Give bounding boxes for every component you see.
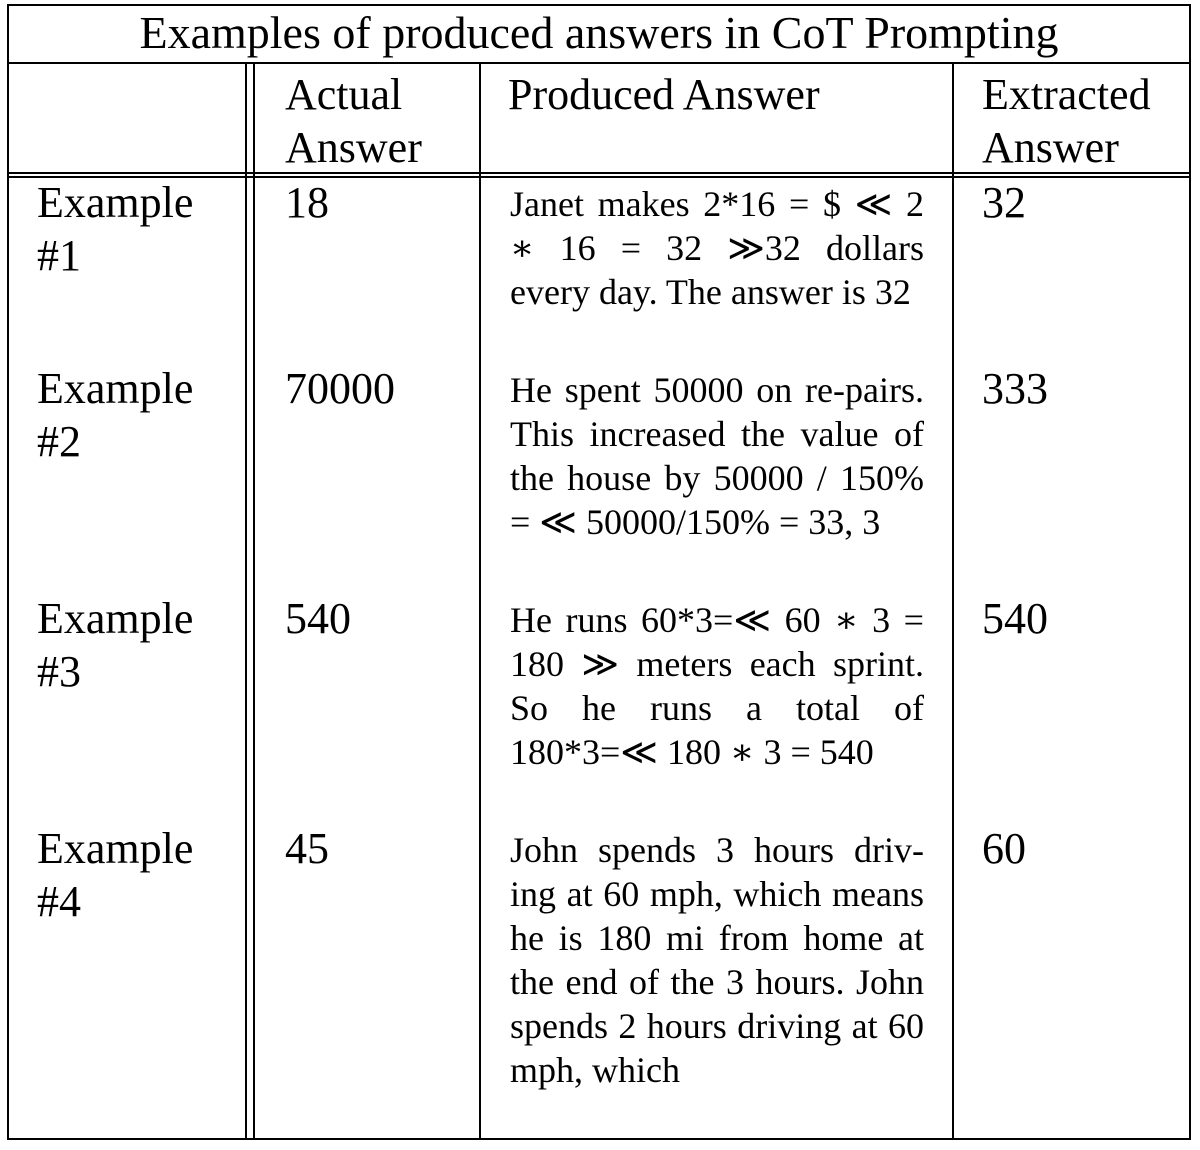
column-divider-double-right: [253, 64, 255, 1138]
actual-answer-cell: 45: [285, 824, 329, 873]
header-text: Produced Answer: [508, 70, 820, 119]
header-text: Extracted: [982, 70, 1151, 119]
extracted-answer-cell: 60: [982, 824, 1026, 873]
header-produced-answer: [508, 68, 948, 121]
column-divider-double-left: [245, 64, 247, 1138]
actual-answer-cell: 18: [285, 178, 329, 227]
actual-answer-cell: 70000: [285, 364, 395, 413]
row-label: [37, 822, 242, 928]
produced-answer-cell: John spends 3 hours driv-ing at 60 mph, which means he is 180 mi from home at the end of the 3 hours. John spends 2 hours driving at 60 mph, which: [510, 830, 924, 1090]
row-label-text: #3: [37, 647, 81, 696]
column-divider: [479, 64, 481, 1138]
produced-answer-cell: He spent 50000 on re-pairs. This increased the value of the house by 50000 / 150% = ≪ 50000/150% = 33, 3: [510, 370, 924, 542]
column-divider: [952, 64, 954, 1138]
row-label-text: Example: [37, 178, 194, 227]
results-table: [7, 4, 1191, 1140]
extracted-answer-cell: 32: [982, 178, 1026, 227]
header-text: Actual: [285, 70, 403, 119]
row-label-text: Example: [37, 364, 194, 413]
actual-answer-cell: 540: [285, 594, 351, 643]
row-label: [37, 176, 242, 282]
row-label-text: Example: [37, 824, 194, 873]
extracted-answer-cell: 333: [982, 364, 1048, 413]
header-text: Answer: [285, 123, 422, 172]
produced-answer-cell: Janet makes 2*16 = $ ≪ 2 ∗ 16 = 32 ≫32 dollars every day. The answer is 32: [510, 184, 924, 312]
header-actual-answer: [285, 68, 475, 174]
table-caption: Examples of produced answers in CoT Prompting: [9, 6, 1189, 64]
produced-answer-cell: He runs 60*3=≪ 60 ∗ 3 = 180 ≫ meters each sprint. So he runs a total of 180*3=≪ 180 ∗ 3 = 540: [510, 600, 924, 772]
row-label-text: #2: [37, 417, 81, 466]
header-extracted-answer: [982, 68, 1187, 174]
row-label: [37, 362, 242, 468]
extracted-answer-cell: 540: [982, 594, 1048, 643]
row-label: [37, 592, 242, 698]
row-label-text: #1: [37, 231, 81, 280]
header-text: Answer: [982, 123, 1119, 172]
row-label-text: Example: [37, 594, 194, 643]
row-label-text: #4: [37, 877, 81, 926]
